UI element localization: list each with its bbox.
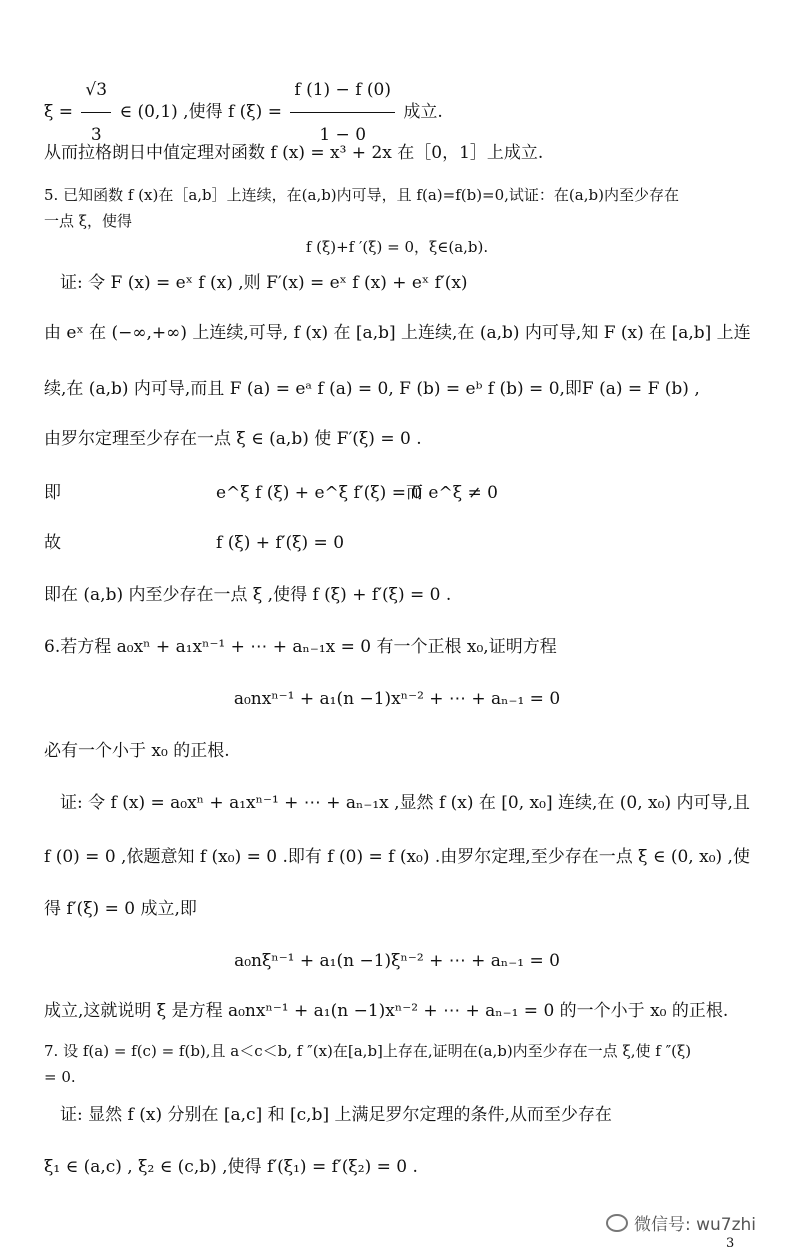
problem-5-proof-3: 续,在 (a,b) 内可导,而且 F (a) = eᵃ f (a) = 0, F (b) = eᵇ f (b) = 0,即F (a) = F (b) , (44, 379, 700, 399)
problem-5-statement-2: 一点 ξ，使得 (44, 212, 133, 230)
xi-equals: ξ = (44, 102, 74, 122)
problem-5-proof-2: 由 eˣ 在 (−∞,+∞) 上连续,可导, f (x) 在 [a,b] 上连续,在 (a,b) 内可导,知 F (x) 在 [a,b] 上连 (44, 323, 751, 343)
gu-formula: f (ξ) + f′(ξ) = 0 (216, 533, 345, 553)
problem-7-statement-2: = 0. (44, 1068, 76, 1086)
problem-5-statement: 5. 已知函数 f (x)在［a,b］上连续，在(a,b)内可导，且 f(a)=f(b)=0,试证：在(a,b)内至少存在 (44, 186, 679, 204)
interval-text: ∈ (0,1) ,使得 f (ξ) = (119, 102, 282, 122)
wechat-icon (606, 1214, 628, 1232)
ji-row (44, 482, 750, 504)
ji-extra: 而 e^ξ ≠ 0 (406, 483, 498, 503)
problem-6-conclusion: 成立,这就说明 ξ 是方程 a₀nxⁿ⁻¹ + a₁(n −1)xⁿ⁻² + ⋯ + aₙ₋₁ = 0 的一个小于 x₀ 的正根. (44, 1001, 729, 1021)
problem-5-proof-4: 由罗尔定理至少存在一点 ξ ∈ (a,b) 使 F′(ξ) = 0 . (44, 429, 422, 449)
problem-6-formula: a₀nxⁿ⁻¹ + a₁(n −1)xⁿ⁻² + ⋯ + aₙ₋₁ = 0 (233, 689, 561, 709)
ji-label: 即 (44, 483, 61, 503)
page-number: 3 (726, 1236, 735, 1251)
gu-label: 故 (44, 533, 61, 553)
problem-7-proof-2: ξ₁ ∈ (a,c) , ξ₂ ∈ (c,b) ,使得 f′(ξ₁) = f′(ξ₂) = 0 . (44, 1157, 418, 1177)
holds-text: 成立. (403, 102, 443, 122)
problem-5-conclusion: 即在 (a,b) 内至少存在一点 ξ ,使得 f (ξ) + f′(ξ) = 0 . (44, 585, 452, 605)
sqrt3-over-3: $\frac{√3}{3}$ (81, 70, 111, 155)
problem-5-proof-1: 证: 令 F (x) = eˣ f (x) ,则 F′(x) = eˣ f (x) + eˣ f′(x) (60, 273, 468, 293)
watermark-text: 微信号: wu7zhi (633, 1215, 756, 1235)
problem-6-proof-1: 证: 令 f (x) = a₀xⁿ + a₁xⁿ⁻¹ + ⋯ + aₙ₋₁x ,显然 f (x) 在 [0, x₀] 连续,在 (0, x₀) 内可导,且 (60, 793, 750, 813)
ji-formula: e^ξ f (ξ) + e^ξ f′(ξ) = 0 (216, 483, 423, 503)
problem-6-formula-2: a₀nξⁿ⁻¹ + a₁(n −1)ξⁿ⁻² + ⋯ + aₙ₋₁ = 0 (234, 951, 560, 971)
problem-7-statement: 7. 设 f(a) = f(c) = f(b),且 a＜c＜b, f ″(x)在[a,b]上存在,证明在(a,b)内至少存在一点 ξ,使 f ″(ξ) (44, 1042, 692, 1060)
problem-6-statement: 6.若方程 a₀xⁿ + a₁xⁿ⁻¹ + ⋯ + aₙ₋₁x = 0 有一个正根 x₀,证明方程 (44, 637, 557, 657)
problem-5-formula: f (ξ)+f ′(ξ) = 0，ξ∈(a,b). (305, 238, 489, 256)
problem-7-proof-1: 证: 显然 f (x) 分别在 [a,c] 和 [c,b] 上满足罗尔定理的条件,从而至少存在 (60, 1105, 612, 1125)
mean-value-fraction: $\frac{f (1) - f (0)}{1 - 0}$ (290, 70, 395, 155)
wechat-watermark (606, 1210, 756, 1235)
problem-6-proof-3: 得 f′(ξ) = 0 成立,即 (44, 899, 197, 919)
problem-6-proof-2: f (0) = 0 ,依题意知 f (x₀) = 0 .即有 f (0) = f (x₀) .由罗尔定理,至少存在一点 ξ ∈ (0, x₀) ,使 (44, 847, 750, 867)
gu-row (44, 532, 750, 554)
problem-6-statement-2: 必有一个小于 x₀ 的正根. (44, 741, 230, 761)
lagrange-conclusion: 从而拉格朗日中值定理对函数 f (x) = x³ + 2x 在［0，1］上成立. (44, 143, 544, 163)
